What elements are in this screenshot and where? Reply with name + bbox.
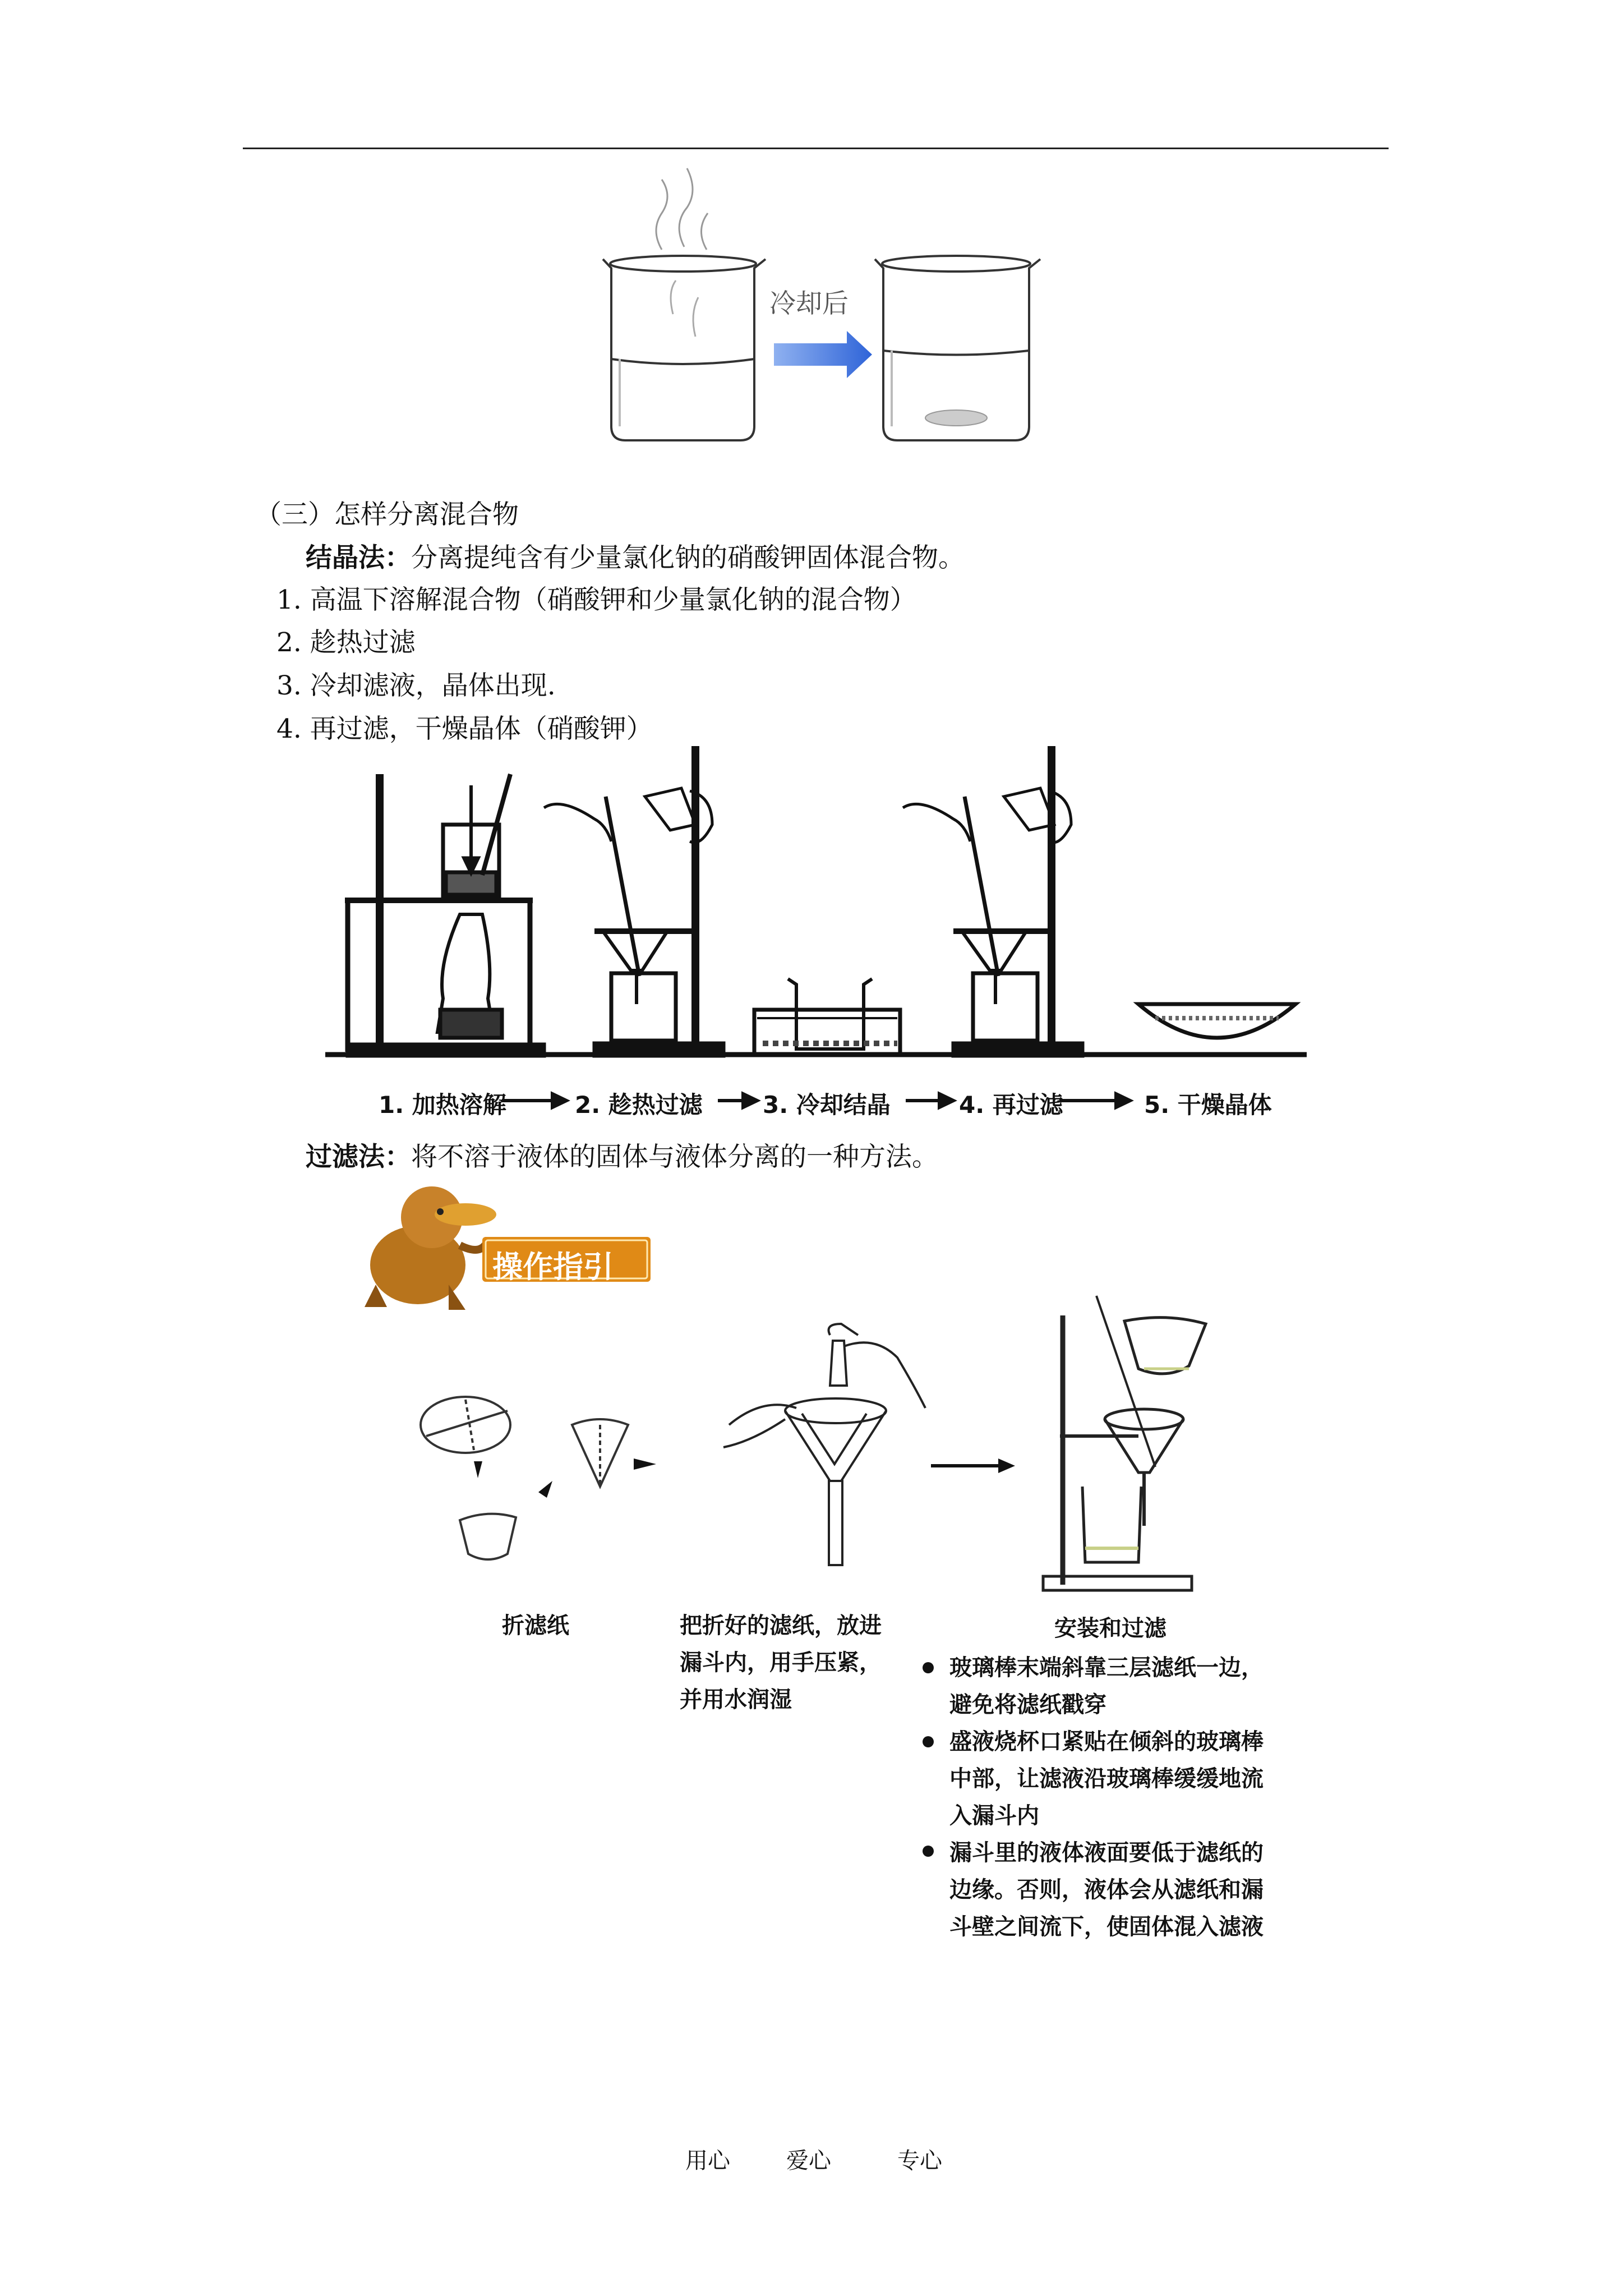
step-item: 3. 冷却滤液，晶体出现. bbox=[276, 670, 556, 701]
step-item: 1. 高温下溶解混合物（硝酸钾和少量氯化钠的混合物） bbox=[276, 585, 916, 615]
bullet-line: 入漏斗内 bbox=[949, 1803, 1039, 1829]
down-arrow-icon bbox=[474, 1461, 482, 1478]
funnel-text-line: 并用水润湿 bbox=[680, 1687, 792, 1713]
step-item: 2. 趁热过滤 bbox=[276, 627, 416, 658]
bullet-line: 盛液烧杯口紧贴在倾斜的玻璃棒 bbox=[949, 1729, 1264, 1755]
footer-item: 爱心 bbox=[786, 2148, 831, 2174]
funnel-text-line: 把折好的滤纸，放进 bbox=[680, 1613, 882, 1639]
footer-item: 专心 bbox=[897, 2148, 942, 2174]
right-arrow-icon bbox=[998, 1458, 1015, 1473]
bullet-line: 中部，让滤液沿玻璃棒缓缓地流 bbox=[949, 1766, 1264, 1792]
up-right-arrow-icon bbox=[538, 1481, 552, 1498]
filtration-definition: 将不溶于液体的固体与液体分离的一种方法。 bbox=[411, 1142, 938, 1172]
funnel-text-line: 漏斗内，用手压紧， bbox=[680, 1650, 882, 1676]
guide-badge: 操作指引 bbox=[492, 1249, 614, 1285]
apparatus-caption-step: 3. 冷却结晶 bbox=[763, 1091, 891, 1119]
crystallization-term: 结晶法： bbox=[306, 542, 411, 573]
bullet-line: 斗壁之间流下，使固体混入滤液 bbox=[949, 1914, 1264, 1940]
monkey-mascot-icon bbox=[365, 1186, 496, 1310]
footer-item: 用心 bbox=[685, 2148, 730, 2174]
section-title: （三）怎样分离混合物 bbox=[255, 499, 519, 530]
bullet-icon bbox=[923, 1846, 934, 1857]
fold-label: 折滤纸 bbox=[502, 1613, 569, 1639]
step-item: 4. 再过滤，干燥晶体（硝酸钾） bbox=[276, 714, 653, 744]
arrow-label: 冷却后 bbox=[769, 288, 849, 319]
bullet-icon bbox=[923, 1736, 934, 1747]
bullet-line: 玻璃棒末端斜靠三层滤纸一边， bbox=[949, 1655, 1264, 1681]
setup-title: 安装和过滤 bbox=[1054, 1616, 1166, 1641]
bullet-line: 漏斗里的液体液面要低于滤纸的 bbox=[949, 1840, 1264, 1866]
bullet-line: 边缘。否则，液体会从滤纸和漏 bbox=[949, 1877, 1264, 1903]
apparatus-caption-step: 2. 趁热过滤 bbox=[575, 1091, 703, 1119]
apparatus-caption-step: 4. 再过滤 bbox=[959, 1091, 1063, 1119]
crystallization-definition: 分离提纯含有少量氯化钠的硝酸钾固体混合物。 bbox=[411, 542, 965, 573]
bullet-icon bbox=[923, 1662, 934, 1673]
bullet-line: 避免将滤纸戳穿 bbox=[949, 1692, 1106, 1718]
apparatus-caption-step: 5. 干燥晶体 bbox=[1144, 1091, 1272, 1119]
apparatus-caption-step: 1. 加热溶解 bbox=[379, 1091, 506, 1119]
filtration-term: 过滤法： bbox=[306, 1142, 411, 1172]
